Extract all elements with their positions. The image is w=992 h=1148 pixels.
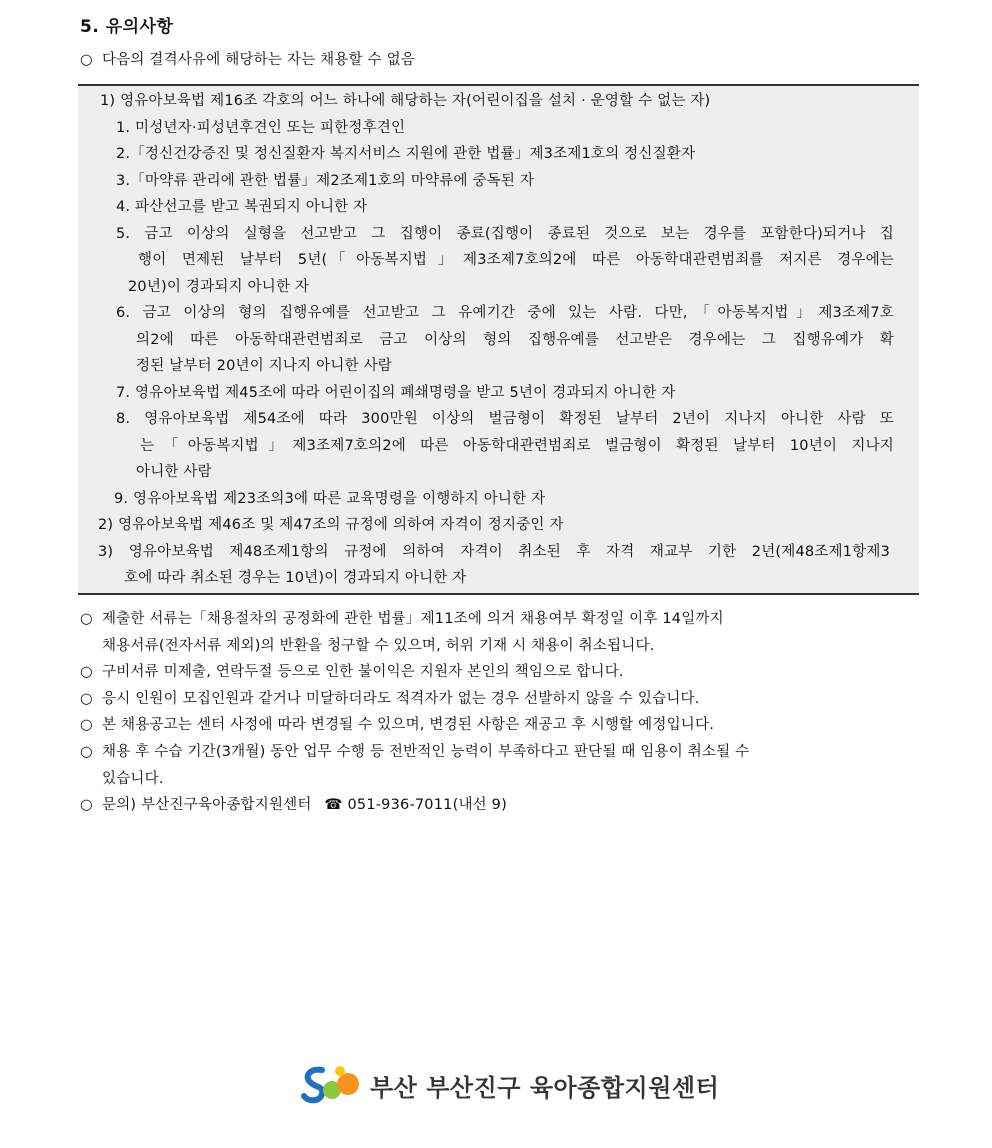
sub-item-5-line3: 20년)이 경과되지 아니한 자	[128, 279, 310, 295]
intro-line	[80, 47, 415, 74]
circle-bullet-icon: ○	[80, 797, 93, 813]
note-5-line1: 채용 후 수습 기간(3개월) 동안 업무 수행 등 전반적인 능력이 부족하다고 판단될 때 임용이 취소될 수	[102, 744, 750, 760]
phone-icon: ☎	[324, 797, 343, 813]
note-5-line2: 있습니다.	[102, 771, 164, 787]
note-probation	[80, 739, 749, 793]
footer-logo-text: 부산 부산진구 육아종합지원센터	[370, 1073, 720, 1102]
note-no-qualified	[80, 686, 700, 713]
item2: 2) 영유아보육법 제46조 및 제47조의 규정에 의하여 자격이 정지중인 자	[98, 517, 564, 533]
note-3-text: 응시 인원이 모집인원과 같거나 미달하더라도 적격자가 없는 경우 선발하지 않을 수 있습니다.	[102, 691, 700, 707]
center-logo-icon	[300, 1062, 362, 1108]
circle-bullet-icon: ○	[80, 52, 93, 68]
item3-line2: 호에 따라 취소된 경우는 10년)이 경과되지 아니한 자	[124, 570, 467, 586]
sub-item-8-line1: 8. 영유아보육법 제54조에 따라 300만원 이상의 벌금형이 확정된 날부터 2년이 지나지 아니한 사람 또	[116, 411, 894, 427]
circle-bullet-icon: ○	[80, 691, 93, 707]
note-4-text: 본 채용공고는 센터 사정에 따라 변경될 수 있으며, 변경된 사항은 재공고 후 시행할 예정입니다.	[102, 717, 714, 733]
note-1-line2: 채용서류(전자서류 제외)의 반환을 청구할 수 있으며, 허위 기재 시 채용이 취소됩니다.	[102, 638, 655, 654]
item1-head: 1) 영유아보육법 제16조 각호의 어느 하나에 해당하는 자(어린이집을 설치 · 운영할 수 없는 자)	[100, 93, 711, 109]
note-2-text: 구비서류 미제출, 연락두절 등으로 인한 불이익은 지원자 본인의 책임으로 합니다.	[102, 664, 624, 680]
circle-bullet-icon: ○	[80, 611, 93, 627]
section-title: 5. 유의사항	[80, 17, 174, 37]
sub-item-6-line1: 6. 금고 이상의 형의 집행유예를 선고받고 그 유예기간 중에 있는 사람. 다만,「아동복지법」제3조제7호	[116, 305, 894, 321]
sub-item-6-line3: 정된 날부터 20년이 지나지 아니한 사람	[136, 358, 392, 374]
note-1-line1: 제출한 서류는「채용절차의 공정화에 관한 법률」제11조에 의거 채용여부 확정일 이후 14일까지	[102, 611, 724, 627]
sub-item-8-line2: 는「아동복지법」제3조제7호의2에 따른 아동학대관련범죄로 벌금형이 확정된 날부터 10년이 지나지	[140, 438, 894, 454]
note-missing-documents	[80, 659, 624, 686]
sub-item-4: 4. 파산선고를 받고 복권되지 아니한 자	[116, 199, 368, 215]
contact-phone: 051-936-7011(내선 9)	[347, 797, 507, 813]
sub-item-5-line2: 행이 면제된 날부터 5년(「아동복지법」제3조제7호의2에 따른 아동학대관련범죄를 저지른 경우에는	[138, 252, 894, 268]
intro-text: 다음의 결격사유에 해당하는 자는 채용할 수 없음	[102, 52, 415, 68]
sub-item-8-line3: 아니한 사람	[136, 464, 212, 480]
contact-label: 문의) 부산진구육아종합지원센터	[102, 797, 312, 813]
sub-item-3: 3.「마약류 관리에 관한 법률」제2조제1호의 마약류에 중독된 자	[116, 173, 535, 189]
note-return-documents	[80, 606, 724, 660]
sub-item-1: 1. 미성년자·피성년후견인 또는 피한정후견인	[116, 120, 406, 136]
sub-item-9: 9. 영유아보육법 제23조의3에 따른 교육명령을 이행하지 아니한 자	[114, 491, 546, 507]
disqualification-box	[78, 84, 919, 595]
sub-item-6-line2: 의2에 따른 아동학대관련범죄로 금고 이상의 형의 집행유예를 선고받은 경우에는 그 집행유예가 확	[136, 332, 894, 348]
item3-line1: 3) 영유아보육법 제48조제1항의 규정에 의하여 자격이 취소된 후 자격 재교부 기한 2년(제48조제1항제3	[98, 544, 890, 560]
circle-bullet-icon: ○	[80, 744, 93, 760]
note-change-notice	[80, 712, 714, 739]
note-contact	[80, 792, 507, 819]
circle-bullet-icon: ○	[80, 717, 93, 733]
circle-bullet-icon: ○	[80, 664, 93, 680]
sub-item-5-line1: 5. 금고 이상의 실형을 선고받고 그 집행이 종료(집행이 종료된 것으로 보는 경우를 포함한다)되거나 집	[116, 226, 894, 242]
sub-item-2: 2.「정신건강증진 및 정신질환자 복지서비스 지원에 관한 법률」제3조제1호의 정신질환자	[116, 146, 696, 162]
sub-item-7: 7. 영유아보육법 제45조에 따라 어린이집의 폐쇄명령을 받고 5년이 경과되지 아니한 자	[116, 385, 676, 401]
footer-logo	[300, 1062, 719, 1108]
